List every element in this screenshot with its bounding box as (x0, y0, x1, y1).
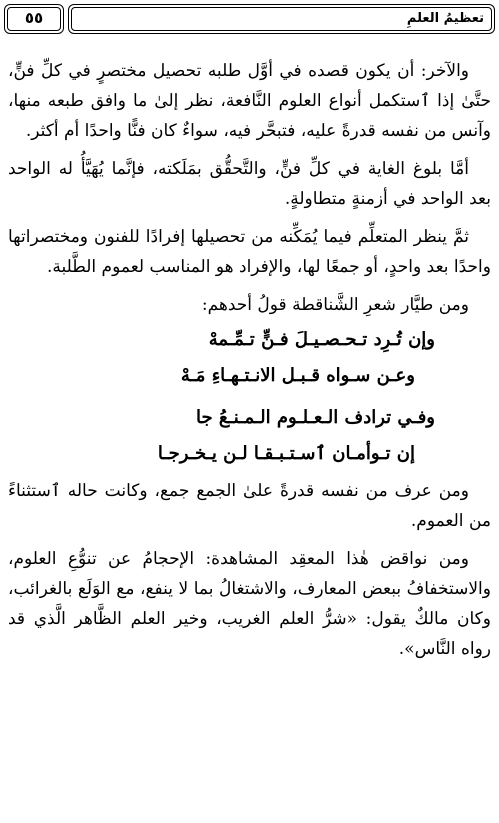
poem (8, 322, 491, 472)
verse-line: وإن تُـرِد تـحـصـيـلَ فـنٍّ تـمِّـمهْ (208, 329, 435, 350)
page-body (8, 56, 491, 672)
paragraph: ومن نواقض هٰذا المعقِد المشاهدة: الإحجامُ عن تنوُّعِ العلوم، والاستخفافُ ببعض المعارف، والاشتغالُ بما لا ينفع، مع الوَلَع بالغرائب، وكان مالكٌ يقول: «شرُّ العلم الغريب، وخير العلم الظَّاهر الَّذي قد رواه النَّاس». (8, 549, 491, 659)
paragraph: والآخر: أن يكون قصده في أوَّل طلبه تحصيل مختصرٍ في كلِّ فنٍّ، حتَّىٰ إذا ٱستكمل أنواع العلوم النَّافعة، نظر إلىٰ ما وافق طبعه منها، وآنس من نفسه قدرةً عليه، فتبحَّر فيه، سواءٌ كان فنًّا واحدًا أم أكثر. (8, 61, 491, 141)
verse-line: إن تـوأمـان ٱسـتـبـقـا لـن يـخـرجـا (157, 443, 415, 464)
running-title-box (68, 4, 495, 34)
page-header (4, 4, 495, 36)
paragraph: ومن عرف من نفسه قدرةً علىٰ الجمع جمع، وكانت حاله ٱستثناءً من العموم. (8, 481, 491, 531)
verse-line: وعـن سـواه قـبـل الانـتـهـاءِ مَـهْ (180, 365, 415, 386)
paragraph: ثمَّ ينظر المتعلِّم فيما يُمَكِّنه من تحصيلها إفرادًا للفنون ومختصراتها واحدًا بعد واحدٍ، أو جمعًا لها، والإفراد هو المناسب لعموم الطَّلبة. (8, 227, 491, 277)
paragraph: أمَّا بلوغ الغاية في كلِّ فنٍّ، والتَّحقُّق بمَلَكته، فإنَّما يُهَيَّأُ له الواحد بعد الواحد في أزمنةٍ متطاولةٍ. (8, 159, 491, 209)
verse-line: وفـي ترادف الـعـلـوم الـمـنـعُ جا (196, 407, 435, 428)
poem-intro: ومن طيَّار شعرِ الشَّناقطة قولُ أحدهم: (201, 295, 469, 315)
running-title: تعظيمُ العلمِ (406, 11, 484, 26)
page-number-text: ٥٥ (24, 9, 44, 27)
page-number (4, 4, 64, 34)
